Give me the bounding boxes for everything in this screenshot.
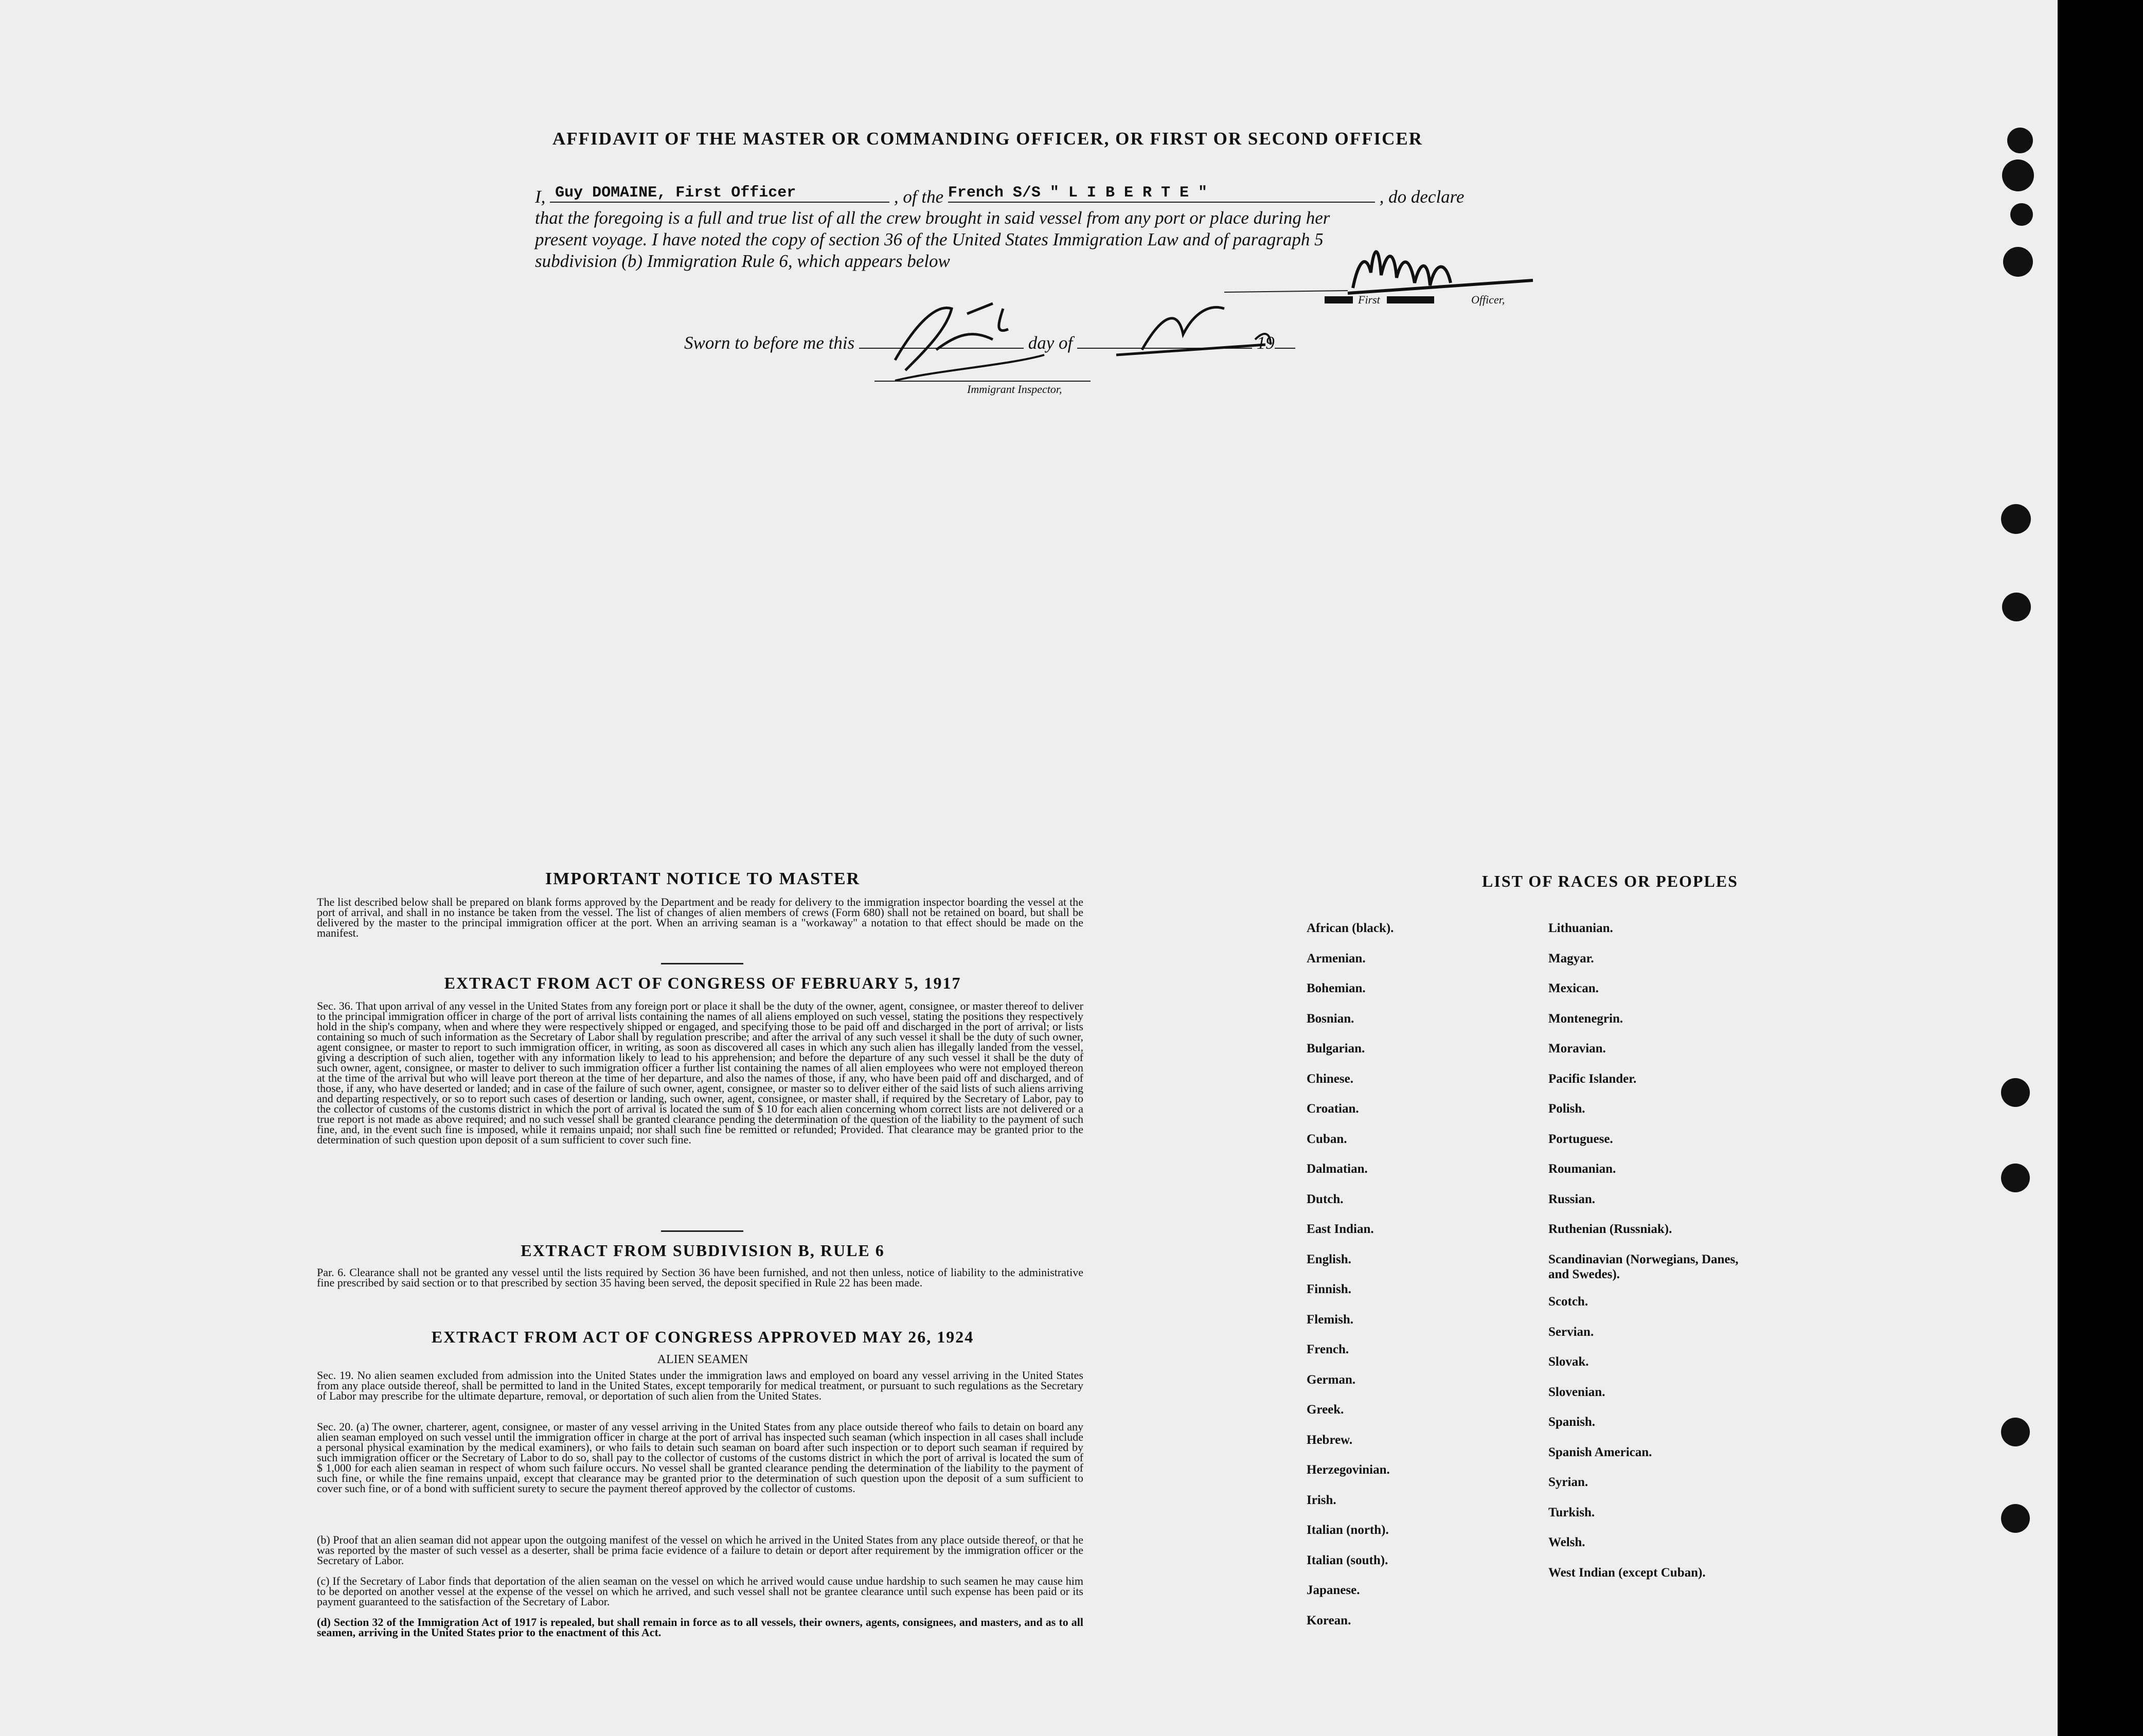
race-item: French. <box>1307 1343 1349 1356</box>
signature-caption: First <box>1358 293 1380 306</box>
affidavit-prefix: I, <box>535 187 546 207</box>
race-item: Pacific Islander. <box>1548 1072 1637 1086</box>
extract-1917-title: EXTRACT FROM ACT OF CONGRESS OF FEBRUARY 5, 1917 <box>444 974 961 992</box>
race-item: Servian. <box>1548 1325 1594 1339</box>
race-item: Greek. <box>1307 1403 1344 1417</box>
punch-hole <box>2001 504 2031 534</box>
officer-name-blank <box>550 186 889 203</box>
race-item: Scotch. <box>1548 1295 1588 1309</box>
race-item: Slovenian. <box>1548 1385 1605 1399</box>
sec20d-paragraph: (d) Section 32 of the Immigration Act of 1917 is repealed, but shall remain in force as to all vessels, their owners, agents, consignees, and masters, and as to all seamen, arriving in the United States prior to the enactment of this Act. <box>317 1616 1083 1639</box>
extract-1924-title: EXTRACT FROM ACT OF CONGRESS APPROVED MAY 26, 1924 <box>431 1328 974 1346</box>
punch-hole <box>2010 203 2033 226</box>
race-item: Ruthenian (Russniak). <box>1548 1222 1672 1236</box>
punch-hole <box>2002 593 2031 621</box>
race-item: Welsh. <box>1548 1535 1585 1549</box>
race-item: Mexican. <box>1548 981 1599 995</box>
race-item: Herzegovinian. <box>1307 1463 1390 1477</box>
race-item: Spanish. <box>1548 1415 1596 1429</box>
race-item: Cuban. <box>1307 1132 1347 1146</box>
race-item: Lithuanian. <box>1548 921 1613 935</box>
race-item: Spanish American. <box>1548 1445 1652 1459</box>
vessel-name: French S/S " L I B E R T E " <box>948 184 1207 202</box>
race-item: Bohemian. <box>1307 981 1366 995</box>
race-item: Russian. <box>1548 1192 1596 1206</box>
race-item: Japanese. <box>1307 1583 1360 1597</box>
affidavit-line-4: subdivision (b) Immigration Rule 6, which appears below <box>535 251 950 271</box>
punch-hole <box>2001 1164 2030 1192</box>
race-item: Portuguese. <box>1548 1132 1613 1146</box>
vessel-blank <box>948 186 1375 203</box>
sec20c-paragraph: (c) If the Secretary of Labor finds that deportation of the alien seaman on the vessel on which he arrived would cause undue hardship to such seamen he may cause him to be deported on another vessel at the expense of the vessel on which he arrived, and such vessel shall not be grantee clearance until such expense has been paid or its payment guaranteed to the satisfaction of the Secretary of Labor. <box>317 1574 1083 1608</box>
race-item: Syrian. <box>1548 1475 1588 1489</box>
race-item: Flemish. <box>1307 1313 1353 1327</box>
race-item: Dutch. <box>1307 1192 1344 1206</box>
race-item: Bulgarian. <box>1307 1042 1365 1055</box>
race-item: Italian (north). <box>1307 1523 1389 1537</box>
race-item: Hebrew. <box>1307 1433 1353 1447</box>
signature-caption-end: Officer, <box>1471 293 1505 306</box>
affidavit-line-2: that the foregoing is a full and true list of all the crew brought in said vessel from any port or place during her <box>535 208 1330 228</box>
sworn-year: 19 <box>1256 333 1275 353</box>
race-item: Armenian. <box>1307 952 1366 965</box>
divider <box>661 963 743 964</box>
affidavit-line-3: present voyage. I have noted the copy of section 36 of the United States Immigration Law and of paragraph 5 <box>535 229 1324 249</box>
sworn-prefix: Sworn to before me this <box>684 333 855 353</box>
race-item: Dalmatian. <box>1307 1162 1368 1176</box>
sec20b-paragraph: (b) Proof that an alien seaman did not appear upon the outgoing manifest of the vessel on which he arrived in the United States from any place outside thereof, or that he was reported by the master of such vessel as a deserter, shall be prima facie evidence of a failure to detain or deport after requirement by the immigration officer or the Secretary of Labor. <box>317 1533 1083 1567</box>
race-item: German. <box>1307 1373 1356 1387</box>
race-item: Moravian. <box>1548 1042 1606 1055</box>
race-item: Slovak. <box>1548 1355 1589 1369</box>
affidavit-line1-end: , do declare <box>1379 187 1465 207</box>
affidavit-mid: , of the <box>894 187 944 207</box>
race-item: West Indian (except Cuban). <box>1548 1566 1706 1580</box>
punch-hole <box>2001 1504 2030 1533</box>
race-item: Finnish. <box>1307 1282 1351 1296</box>
sec19-paragraph: Sec. 19. No alien seamen excluded from admission into the United States under the immigration laws and employed on board any vessel arriving in the United States from any place outside thereof, shall be permitted to land in the United States, except temporarily for medical treatment, or pursuant to such regulations as the Secretary of Labor may prescribe for the ultimate departure, removal, or deportation of such alien from the United States. <box>317 1369 1083 1402</box>
sec20a-paragraph: Sec. 20. (a) The owner, charterer, agent, consignee, or master of any vessel arriving in the United States from any place outside thereof who fails to detain on board any alien seaman employed on such vessel until the immigration officer in charge at the port of arrival has inspected such seaman (which inspection in all cases shall include a personal physical examination by the medical examiners), or who fails to detain such seaman on board after such inspection or to deport such seaman if required by such immigration officer or the Secretary of Labor to do so, shall pay to the collector of customs of the customs district in which the port of arrival is located the sum of $ 1,000 for each alien seaman in respect of whom such failure occurs. No vessel shall be granted clearance pending the determination of the liability to the payment of such fine, or while the fine remains unpaid, except that clearance may be granted prior to the determination of such question upon the deposit of a sum sufficient to cover such fine, or of a bond with sufficient surety to secure the payment thereof approved by the collector of customs. <box>317 1420 1083 1495</box>
race-item: Bosnian. <box>1307 1012 1354 1026</box>
race-item: Polish. <box>1548 1102 1585 1116</box>
notice-paragraph: The list described below shall be prepared on blank forms approved by the Department and be ready for delivery to the immigration inspector boarding the vessel at the port of arrival, and shall in no instance be taken from the vessel. The list of changes of alien members of crews (Form 680) shall not be retained on board, but shall be delivered by the master to the principal immigration officer at the port. When an arriving seaman is a "workaway" a notation to that effect should be made on the manifest. <box>317 896 1083 939</box>
inspector-signature <box>874 293 1337 386</box>
affidavit-line-1 <box>535 186 1465 207</box>
rule6-paragraph: Par. 6. Clearance shall not be granted any vessel until the lists required by Section 36 have been furnished, and not then unless, notice of liability to the administrative fine prescribed by said section or to that prescribed by section 35 having been served, the deposit specified in Rule 22 has been made. <box>317 1266 1083 1289</box>
rule6-title: EXTRACT FROM SUBDIVISION B, RULE 6 <box>521 1241 885 1260</box>
race-item: Montenegrin. <box>1548 1012 1623 1026</box>
race-item: Roumanian. <box>1548 1162 1616 1176</box>
extract-1917-paragraph: Sec. 36. That upon arrival of any vessel in the United States from any foreign port or place it shall be the duty of the owner, agent, consignee, or master thereof to deliver to the principal immigration officer in charge of the port of arrival lists containing the names of all aliens employed on such vessel, stating the positions they respectively hold in the ship's company, when and where they were respectively shipped or engaged, and specifying those to be paid off and discharged in the port of arrival; or lists containing so much of such information as the Secretary of Labor shall by regulation prescribe; and after the arrival of any such vessel it shall be the duty of such owner, agent consignee, or master to report to such immigration officer, in writing, as soon as discovered all cases in which any such alien has illegally landed from the vessel, giving a description of such alien, together with any information likely to lead to his apprehension; and before the departure of any such vessel it shall be the duty of such owner, agent, consignee, or master to deliver to such immigration officer a further list containing the names of all alien employees who were not employed thereon at the time of the arrival but who will leave port thereon at the time of her departure, and also the names of those, if any, who have been paid off and discharged, and of those, if any, who have deserted or landed; and in case of the failure of such owner, agent, consignee, or master so to deliver either of the said lists of such aliens arriving and departing respectively, or so to report such cases of desertion or landing, such owner, agent, consignee, or master shall, if required by the Secretary of Labor, pay to the collector of customs of the customs district in which the port of arrival is located the sum of $ 10 for each alien concerning whom correct lists are not delivered or a true report is not made as above required; and no such vessel shall be granted clearance pending the determination of the question of the liability to the payment of such fine, and, in the event such fine is imposed, while it remains unpaid; nor shall such fine be remitted or refunded; Provided. That clearance may be granted prior to the determination of such question upon deposit of a sum sufficient to cover such fine. <box>317 999 1083 1146</box>
races-title: LIST OF RACES OR PEOPLES <box>1482 872 1738 890</box>
race-item: Chinese. <box>1307 1072 1353 1086</box>
race-item: English. <box>1307 1252 1351 1266</box>
sworn-day-of: day of <box>1028 333 1073 353</box>
race-item: Korean. <box>1307 1614 1351 1627</box>
alien-seamen-subtitle: ALIEN SEAMEN <box>657 1353 748 1366</box>
inspector-caption: Immigrant Inspector, <box>967 383 1062 396</box>
race-item: Croatian. <box>1307 1102 1359 1116</box>
divider <box>661 1230 743 1232</box>
race-item: Irish. <box>1307 1493 1336 1507</box>
race-item: Turkish. <box>1548 1506 1595 1519</box>
punch-hole <box>2001 1078 2030 1107</box>
notice-title: IMPORTANT NOTICE TO MASTER <box>545 869 861 888</box>
punch-hole <box>2001 1418 2030 1446</box>
officer-name: Guy DOMAINE, First Officer <box>555 184 796 202</box>
race-item: Magyar. <box>1548 952 1594 965</box>
punch-hole <box>2002 159 2034 191</box>
race-item: Scandinavian (Norwegians, Danes, and Swedes). <box>1548 1252 1739 1281</box>
punch-hole <box>2007 128 2033 153</box>
race-item: East Indian. <box>1307 1222 1374 1236</box>
punch-hole <box>2003 247 2033 277</box>
race-item: Italian (south). <box>1307 1553 1388 1567</box>
affidavit-title: AFFIDAVIT OF THE MASTER OR COMMANDING OFFICER, OR FIRST OR SECOND OFFICER <box>552 129 1423 149</box>
race-item: African (black). <box>1307 921 1394 935</box>
